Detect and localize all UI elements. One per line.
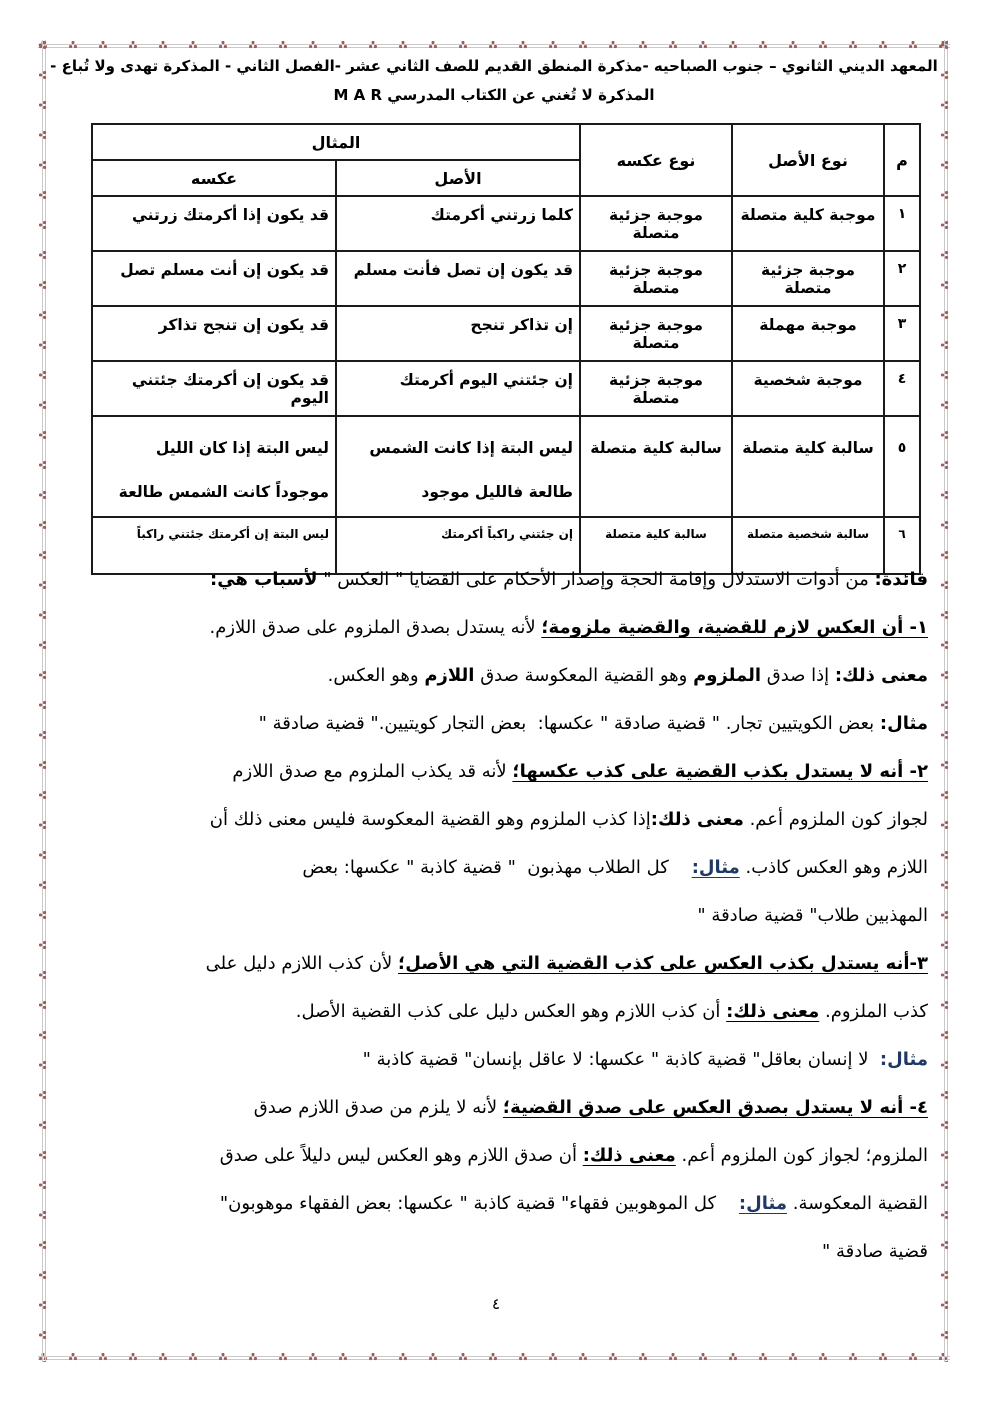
body-line [52,556,928,604]
row-type-aks: سالبة كلية متصلة [580,416,732,517]
text-run: ٣-أنه يستدل بكذب العكس على كذب القضية التي هي الأصل؛ [398,953,928,974]
body-line [52,748,928,796]
row-type-asl: موجبة جزئية متصلة [732,251,884,306]
row-type-aks: سالبة كلية متصلة [580,517,732,574]
body-text [52,556,928,1276]
text-run: اللازم [424,665,475,686]
text-run: وهو القضية المعكوسة صدق [474,665,694,686]
row-num: ٣ [884,306,920,361]
table-row [92,361,920,416]
body-line [52,1132,928,1180]
header-line-2: المذكرة لا تُغني عن الكتاب المدرسي M A R [333,86,655,104]
page-border-right [940,40,950,1362]
body-line [52,1228,928,1276]
row-type-aks: موجبة جزئية متصلة [580,196,732,251]
row-num: ٤ [884,361,920,416]
body-line [52,1036,928,1084]
row-type-asl: موجبة كلية متصلة [732,196,884,251]
row-aks: ليس البتة إن أكرمتك جئتني راكباً [92,517,336,574]
text-run: لجواز كون الملزوم أعم. [743,809,928,830]
text-run: لا إنسان بعاقل" قضية كاذبة " عكسها: لا عاقل بإنسان" قضية كاذبة " [362,1049,880,1070]
text-run: الملزوم [693,665,762,686]
row-asl: قد يكون إن تصل فأنت مسلم [336,251,580,306]
row-aks: قد يكون إن تنجح تذاكر [92,306,336,361]
text-run: من أدوات الاستدلال وإقامة الحجة وإصدار الأحكام على القضايا " العكس " [317,569,875,590]
body-line [52,700,928,748]
text-run: ١- أن العكس لازم للقضية، والقضية ملزومة؛ [541,617,928,638]
text-run: مثال: [879,713,928,734]
row-aks: ليس البتة إذا كان الليل موجوداً كانت الشمس طالعة [92,416,336,517]
text-run: فائدة: [874,569,928,590]
text-run: بعض الكويتيين تجار. " قضية صادقة " عكسها: بعض التجار كويتيين." قضية صادقة " [258,713,880,734]
text-run: لأنه يستدل بصدق الملزوم على صدق اللازم. [209,617,542,638]
body-line [52,1084,928,1132]
text-run: معنى ذلك: [834,665,928,686]
body-line [52,1180,928,1228]
text-run: كل الموهوبين فقهاء" قضية كاذبة " عكسها: بعض الفقهاء موهوبون" [219,1193,739,1214]
row-type-asl: موجبة شخصية [732,361,884,416]
header-cell-num: م [884,124,920,196]
row-num: ٥ [884,416,920,517]
text-run: لأنه قد يكذب الملزوم مع صدق اللازم [232,761,513,782]
text-run: كل الطلاب مهذبون " قضية كاذبة " عكسها: بعض [302,857,692,878]
text-run: مثال: [738,1193,787,1214]
text-run: الملزوم؛ لجواز كون الملزوم أعم. [675,1145,928,1166]
text-run: القضية المعكوسة. [787,1193,928,1214]
row-asl: كلما زرتني أكرمتك [336,196,580,251]
header-cell-type-aks: نوع عكسه [580,124,732,196]
text-run: إذا كذب الملزوم وهو القضية المعكوسة فليس معنى ذلك أن [209,809,651,830]
logic-table [91,123,921,575]
table-row [92,196,920,251]
text-run: مثال: [879,1049,928,1070]
header-cell-aks: عكسه [92,160,336,196]
row-asl: إن جئتني اليوم أكرمتك [336,361,580,416]
text-run: لأن كذب اللازم دليل على [205,953,399,974]
body-line [52,988,928,1036]
body-line [52,652,928,700]
text-run: أن صدق اللازم وهو العكس ليس دليلاً على صدق [219,1145,583,1166]
text-run: معنى ذلك: [650,809,744,830]
text-run: أن كذب اللازم وهو العكس دليل على كذب القضية الأصل. [295,1001,727,1022]
row-num: ٢ [884,251,920,306]
header-cell-type-asl: نوع الأصل [732,124,884,196]
table-row [92,416,920,517]
page-border-bottom [38,1352,950,1362]
text-run: قضية صادقة " [821,1241,928,1262]
page-border-left [38,40,48,1362]
body-line [52,844,928,892]
text-run: ٤- أنه لا يستدل بصدق العكس على صدق القضية؛ [502,1097,928,1118]
table-row [92,251,920,306]
body-line [52,796,928,844]
row-type-aks: موجبة جزئية متصلة [580,251,732,306]
row-aks: قد يكون إذا أكرمتك زرتني [92,196,336,251]
text-run: مثال: [691,857,740,878]
row-aks: قد يكون إن أنت مسلم تصل [92,251,336,306]
text-run: لأسباب هي: [210,569,318,590]
row-asl: ليس البتة إذا كانت الشمس طالعة فالليل موجود [336,416,580,517]
text-run: اللازم وهو العكس كاذب. [739,857,928,878]
header-cell-asl: الأصل [336,160,580,196]
row-asl: إن جئتني راكباً أكرمتك [336,517,580,574]
row-type-asl: سالبة كلية متصلة [732,416,884,517]
body-line [52,940,928,988]
text-run: كذب الملزوم. [819,1001,928,1022]
document-header [40,52,948,110]
text-run: إذا صدق [761,665,835,686]
row-num: ٦ [884,517,920,574]
row-num: ١ [884,196,920,251]
text-run: معنى ذلك: [582,1145,676,1166]
header-cell-example: المثال [92,124,580,160]
table-row [92,306,920,361]
body-line [52,604,928,652]
row-aks: قد يكون إن أكرمتك جئتني اليوم [92,361,336,416]
row-type-aks: موجبة جزئية متصلة [580,306,732,361]
page-border-top [38,40,950,50]
row-asl: إن تذاكر تنجح [336,306,580,361]
header-line-1: المعهد الديني الثانوي – جنوب الصباحيه -مذكرة المنطق القديم للصف الثاني عشر -الفصل الثاني - المذكرة تهدى ولا تُباع - [50,57,938,75]
body-line [52,892,928,940]
page-number: ٤ [491,1295,501,1313]
row-type-asl: سالبة شخصية متصلة [732,517,884,574]
text-run: وهو العكس. [327,665,425,686]
text-run: معنى ذلك: [726,1001,820,1022]
text-run: لأنه لا يلزم من صدق اللازم صدق [253,1097,503,1118]
text-run: ٢- أنه لا يستدل بكذب القضية على كذب عكسها؛ [512,761,928,782]
row-type-asl: موجبة مهملة [732,306,884,361]
text-run: المهذبين طلاب" قضية صادقة " [697,905,928,926]
row-type-aks: موجبة جزئية متصلة [580,361,732,416]
